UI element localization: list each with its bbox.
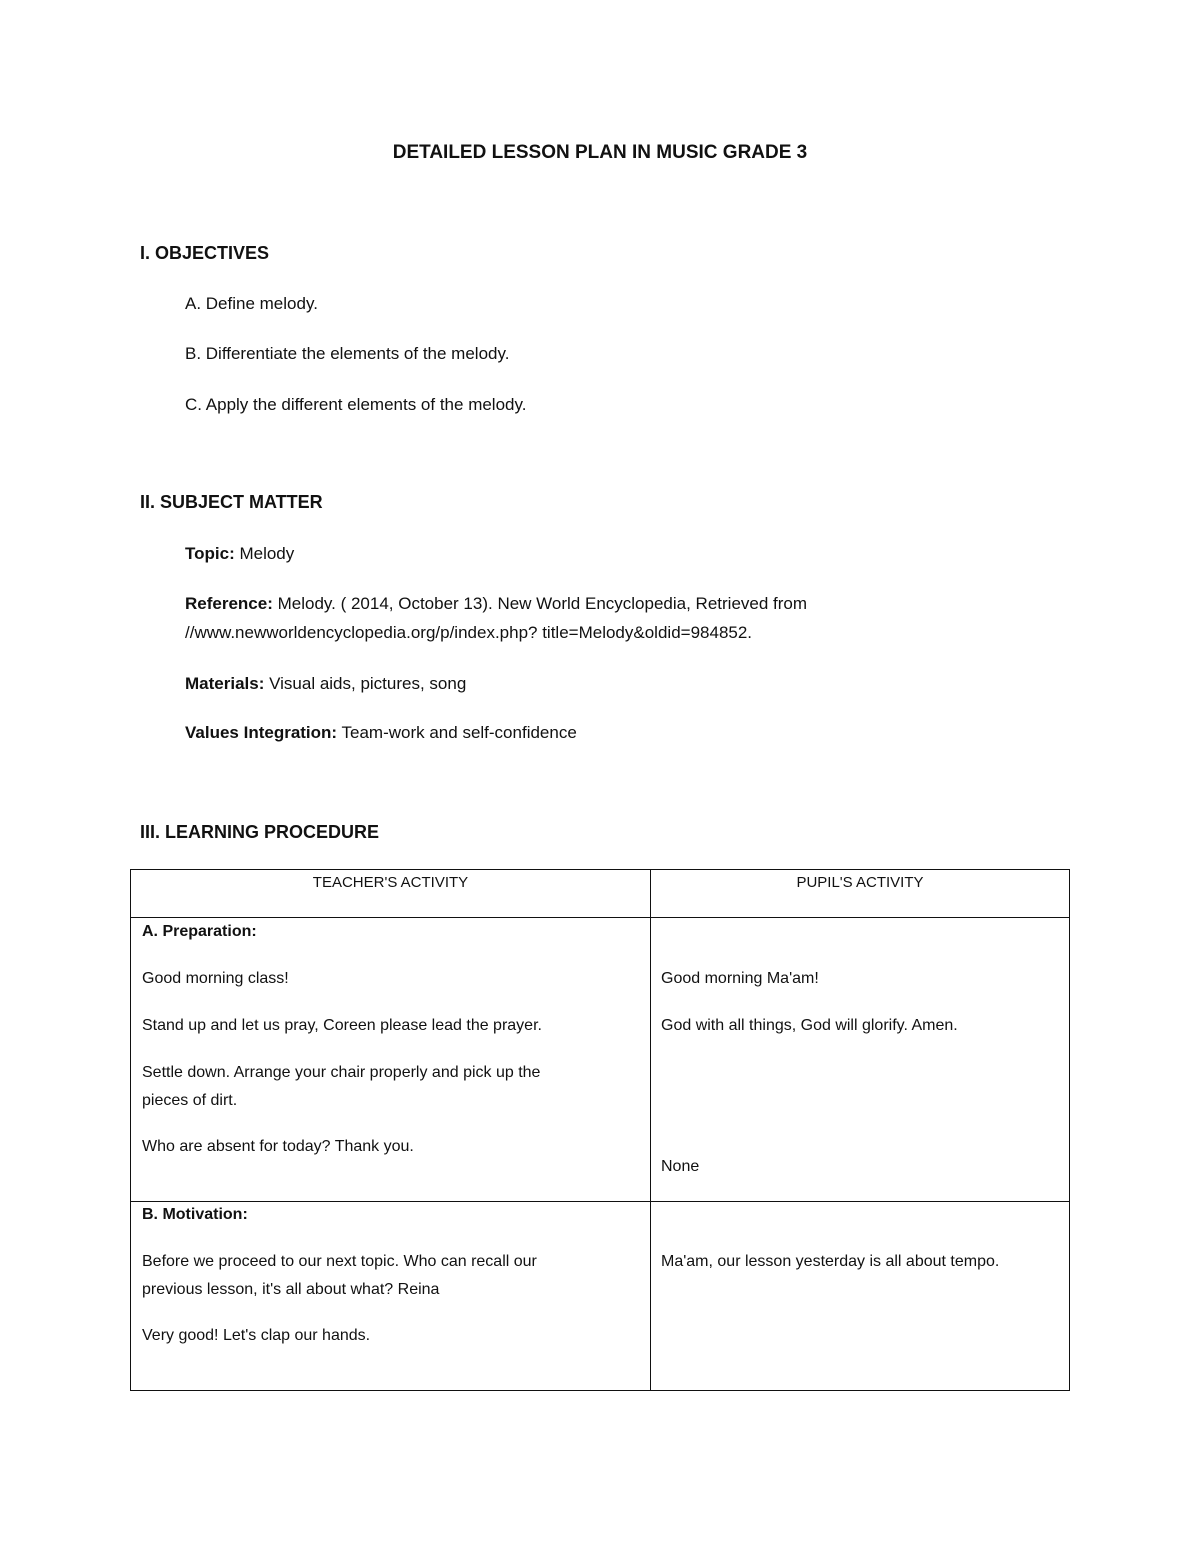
- teacher-activity-header: TEACHER'S ACTIVITY: [312, 874, 469, 891]
- preparation-label: A. Preparation:: [142, 923, 257, 940]
- subject-matter-heading: II. SUBJECT MATTER: [140, 492, 323, 512]
- document-title: DETAILED LESSON PLAN IN MUSIC GRADE 3: [392, 142, 808, 163]
- teacher-line: previous lesson, it's all about what? Reina: [142, 1281, 440, 1298]
- pupil-line: None: [661, 1158, 700, 1175]
- reference-line: [185, 594, 807, 614]
- objective-item: A. Define melody.: [185, 294, 318, 313]
- objective-item: B. Differentiate the elements of the melody.: [185, 344, 510, 363]
- teacher-line: Settle down. Arrange your chair properly and pick up the: [142, 1064, 541, 1081]
- teacher-line: Very good! Let's clap our hands.: [142, 1327, 371, 1344]
- learning-procedure-heading: III. LEARNING PROCEDURE: [140, 822, 380, 842]
- teacher-line: Who are absent for today? Thank you.: [142, 1138, 414, 1155]
- materials-value: Visual aids, pictures, song: [264, 674, 467, 693]
- pupil-line: Ma'am, our lesson yesterday is all about tempo.: [661, 1253, 1000, 1270]
- reference-label: Reference:: [185, 594, 273, 613]
- topic-label: Topic:: [185, 544, 235, 563]
- pupil-activity-header: PUPIL'S ACTIVITY: [796, 874, 924, 891]
- pupil-line: Good morning Ma'am!: [661, 970, 819, 987]
- values-value: Team-work and self-confidence: [337, 723, 577, 742]
- topic-line: [185, 544, 294, 564]
- row-divider: [131, 1201, 1069, 1202]
- motivation-label: B. Motivation:: [142, 1206, 248, 1223]
- column-divider: [650, 870, 651, 1390]
- teacher-line: Before we proceed to our next topic. Who can recall our: [142, 1253, 537, 1270]
- teacher-line: pieces of dirt.: [142, 1092, 238, 1109]
- topic-value: Melody: [234, 544, 295, 563]
- objectives-heading: I. OBJECTIVES: [140, 243, 270, 263]
- reference-value: Melody. ( 2014, October 13). New World Encyclopedia, Retrieved from: [272, 594, 808, 613]
- teacher-line: Good morning class!: [142, 970, 289, 987]
- values-label: Values Integration:: [185, 723, 338, 742]
- header-row-divider: [131, 917, 1069, 918]
- teacher-line: Stand up and let us pray, Coreen please lead the prayer.: [142, 1017, 542, 1034]
- pupil-line: God with all things, God will glorify. Amen.: [661, 1017, 958, 1034]
- materials-line: [185, 674, 466, 694]
- materials-label: Materials:: [185, 674, 265, 693]
- reference-url: //www.newworldencyclopedia.org/p/index.php? title=Melody&oldid=984852.: [185, 623, 753, 642]
- learning-procedure-table: [130, 869, 1070, 1391]
- values-line: [185, 723, 577, 743]
- objective-item: C. Apply the different elements of the melody.: [185, 395, 527, 414]
